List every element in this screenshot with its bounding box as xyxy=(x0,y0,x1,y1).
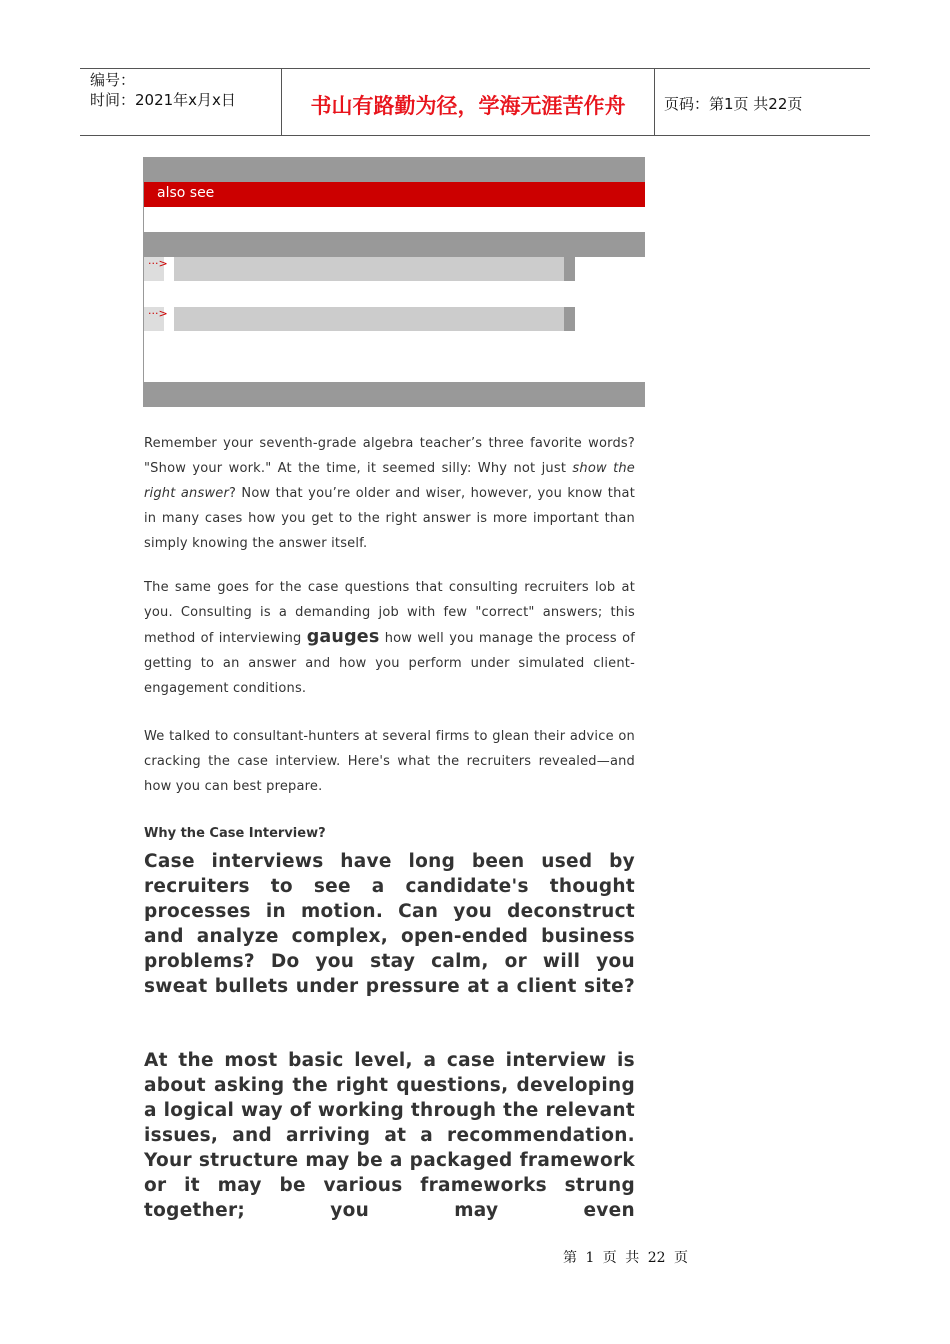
page-footer: 第 1 页 共 22 页 xyxy=(563,1250,688,1266)
paragraph-case-questions: The same goes for the case questions that consulting recruiters lob at you. Consulting is a demanding job with few "correct" answers; this method of interviewing gauges how well you manage the process of getting to an answer and how you perform under simulated client-engagement conditions. xyxy=(144,580,636,696)
emphasis-word: gauges xyxy=(306,627,380,647)
also-see-link-2[interactable] xyxy=(174,307,564,331)
number-label: 编号： xyxy=(90,71,136,89)
date-label: 时间：2021年x月x日 xyxy=(90,91,236,109)
also-see-divider-band xyxy=(143,232,645,257)
also-see-box xyxy=(143,157,645,407)
also-see-link-1[interactable] xyxy=(174,257,564,281)
header-bottom-rule xyxy=(80,135,870,136)
header-meta xyxy=(90,70,236,110)
link-arrow-icon[interactable]: ···> xyxy=(144,307,164,331)
bold-paragraph-2: At the most basic level, a case interview is about asking the right questions, developing a logical way of working through the relevant issues, and arriving at a recommendation. Your structure may be a packaged framework or it may be various frameworks strung together; you may even xyxy=(144,1050,635,1221)
paragraph-intro: Remember your seventh-grade algebra teacher’s three favorite words? "Show your work." At the time, it seemed silly: Why not just show the right answer? Now that you’re older and wiser, however, you know that in many cases how you get to the right answer is more important than simply knowing the answer itself. xyxy=(144,436,636,551)
also-see-title-bar xyxy=(143,182,645,207)
section-heading: Why the Case Interview? xyxy=(144,826,326,841)
bold-paragraph-1: Case interviews have long been used by recruiters to see a candidate's thought processes in motion. Can you deconstruct and analyze complex, open-ended business problems? Do you stay calm, or will you sweat bullets under pressure at a client site? xyxy=(144,851,635,997)
also-see-left-border xyxy=(143,157,144,407)
also-see-bottom-band xyxy=(143,382,645,407)
header-divider-right xyxy=(654,69,655,136)
header-top-rule xyxy=(80,68,870,69)
paragraph-recruiters: We talked to consultant-hunters at several firms to glean their advice on cracking the case interview. Here's what the recruiters revealed—and how you can best prepare. xyxy=(144,729,635,794)
also-see-link-2-cap xyxy=(564,307,575,331)
also-see-top-band xyxy=(143,157,645,182)
also-see-title: also see xyxy=(157,185,215,201)
header-motto: 书山有路勤为径，学海无涯苦作舟 xyxy=(310,93,626,118)
header-page-info: 页码：第1页 共22页 xyxy=(664,95,803,113)
link-arrow-icon[interactable]: ···> xyxy=(144,257,164,281)
also-see-link-1-cap xyxy=(564,257,575,281)
emphasis-text: show the right answer xyxy=(144,461,636,501)
